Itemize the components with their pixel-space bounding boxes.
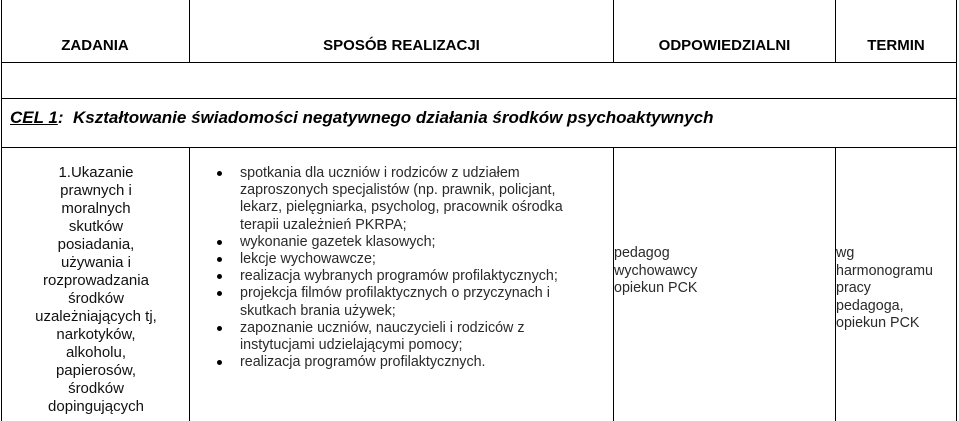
responsible-line: wychowawcy [614,262,698,279]
grid-line-header-bottom [1,62,957,63]
method-line: skutkach brania używek; [240,302,396,319]
task-line: dopingujących [48,398,144,415]
method-line: wykonanie gazetek klasowych; [240,233,436,250]
grid-line-cel-top [1,98,957,99]
method-line: instytucjami udzielającymi pomocy; [240,337,463,354]
grid-line-left [1,0,2,421]
responsible-line: pedagog [614,245,670,261]
term-line: wg [836,245,855,261]
goal-colon: : [57,108,64,127]
method-line: zapoznanie uczniów, nauczycieli i rodziców z [240,319,525,336]
method-line: realizacja programów profilaktycznych. [240,354,486,371]
method-line: projekcja filmów profilaktycznych o przyczynach i [240,285,550,302]
task-line: alkoholu, [65,344,127,361]
method-line: lekarz, pielęgniarka, psycholog, pracownik ośrodka [240,199,563,216]
term-cell [836,245,954,333]
task-line: środków [68,290,124,307]
method-line: terapii uzależnień PKRPA; [240,216,407,233]
term-line: opiekun PCK [836,315,920,331]
methods-list [214,165,614,371]
task-line: rozprowadzania [43,272,149,289]
task-line: 1.Ukazanie [58,164,134,181]
task-line: posiadania, [57,236,135,253]
task-cell [25,164,167,416]
method-item [214,354,614,371]
task-line: narkotyków, [56,326,136,343]
method-item [214,234,614,251]
task-line: moralnych [61,200,131,217]
term-line: pedagoga, [836,297,904,314]
responsible-line: opiekun PCK [614,280,698,296]
task-line: środków [68,380,124,397]
header-odpowiedzialni: ODPOWIEDZIALNI [658,37,791,54]
header-zadania: ZADANIA [61,37,129,54]
method-item [214,285,614,319]
goal-label: CEL 1 [10,108,58,127]
grid-line-col1-lower [189,147,190,421]
term-line: pracy [836,280,871,296]
method-item [214,320,614,354]
method-line: realizacja wybranych programów profilaktycznych; [240,268,558,285]
method-line: zaproszonych specjalistów (np. prawnik, policjant, [240,182,556,199]
header-sposob-realizacji: SPOSÓB REALIZACJI [323,37,480,54]
method-item [214,268,614,285]
method-line: lekcje wychowawcze; [240,251,376,268]
grid-line-cel-bottom [1,147,957,148]
method-item [214,251,614,268]
goal-heading [10,108,714,128]
task-line: prawnych i [60,182,132,199]
responsible-cell [614,245,744,298]
grid-line-right [956,0,957,421]
goal-text: Kształtowanie świadomości negatywnego działania środków psychoaktywnych [63,108,714,127]
method-item [214,165,614,234]
task-line: uzależniających tj, [35,308,157,325]
method-line: spotkania dla uczniów i rodziców z udziałem [240,165,520,181]
task-line: papierosów, [55,362,137,379]
task-line: skutków [68,218,124,235]
task-line: używania i [60,254,132,271]
header-termin: TERMIN [867,37,925,54]
term-line: harmonogramu [836,262,933,279]
